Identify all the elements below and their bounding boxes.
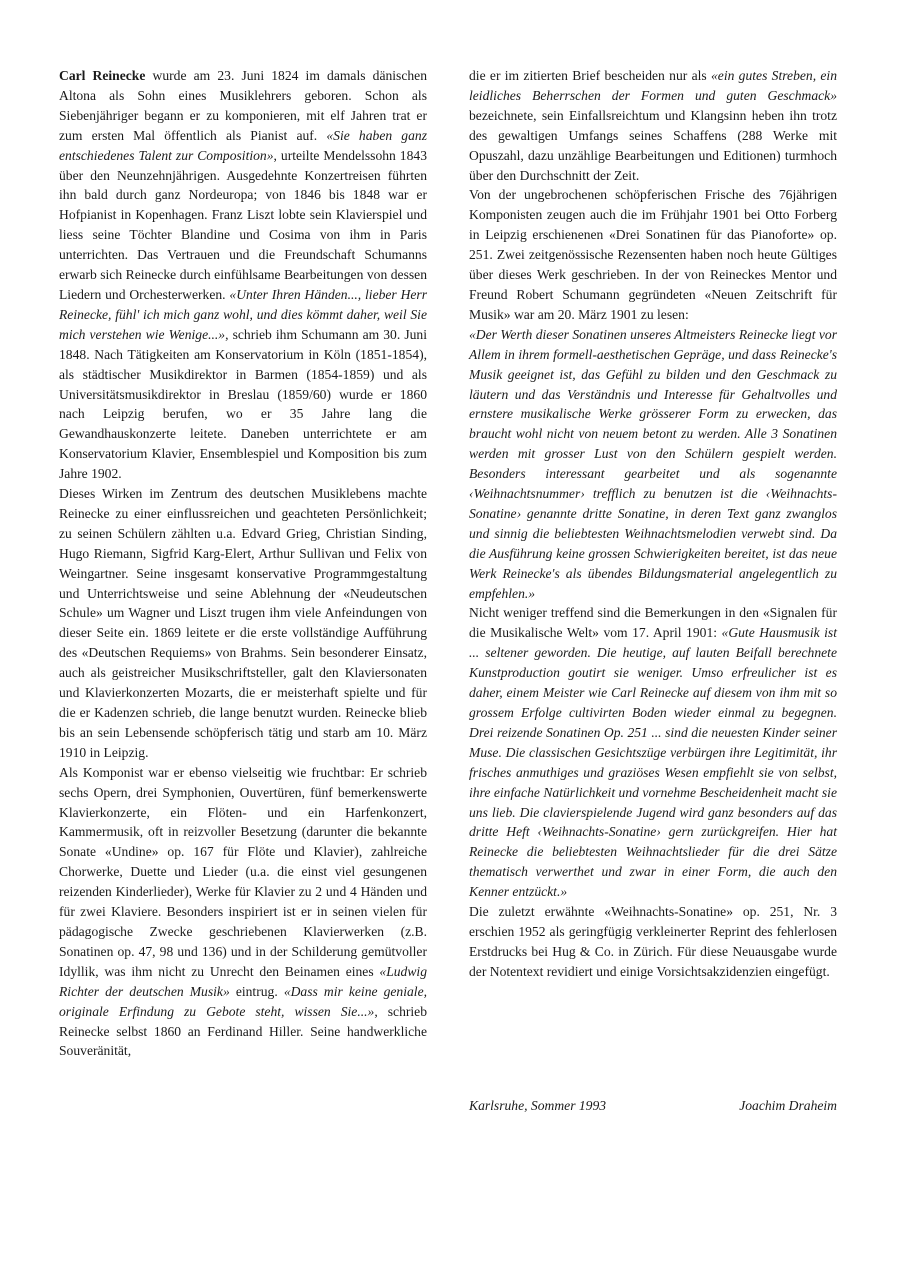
signature-place-date: Karlsruhe, Sommer 1993 [469, 1098, 607, 1113]
text-segment: , urteilte Mendelssohn 1843 über den Neunzehnjährigen. Ausgedehnte Konzertreisen führten ihn bald durch ganz Nordeuropa; von 1846 bis 1848 war er Hofpianist in Kopenhagen. Franz Liszt lobte sein Klavierspiel und liess seine Töchter Blandine und Cosima von ihm in Paris unterrichten. Das Vertrauen und die Freundschaft Schumanns erwarb sich Reinecke durch einfühlsame Bearbeitungen von dessen Liedern und Orchesterwerken. [59, 147, 427, 302]
text-segment: Als Komponist war er ebenso vielseitig wie fruchtbar: Er schrieb sechs Opern, drei Symphonien, Ouvertüren, fünf bemerkenswerte Klavierkonzerte, ein Flöten- und ein Harfenkonzert, Kammermusik, oft in reizvoller Besetzung (darunter die bekannte Sonate «Undine» op. 167 für Flöte und Klavier), zahlreiche Chorwerke, Duette und Lieder (u.a. die einst viel gesungenen reizenden Kinderlieder), Werke für Klavier zu 2 und 4 Händen und für zwei Klaviere. Besonders inspiriert ist er in seinen vielen für pädagogische Zwecke geschriebenen Klavierwerken (z.B. Sonatinen op. 47, 98 und 136) und in der Schilderung gemütvoller Idyllik, was ihm nicht zu Unrecht den Beinamen eines [59, 764, 427, 979]
quote-nickname: «Ludwig Richter der deutschen Musik» [59, 963, 427, 999]
paragraph-influence: Dieses Wirken im Zentrum des deutschen Musiklebens machte Reinecke zu einer einflussreichen und geachteten Persönlichkeit; zu seinen Schülern zählten u.a. Edvard Grieg, Christian Sinding, Hugo Riemann, Sigfrid Karg-Elert, Arthur Sullivan und Felix von Weingartner. Seine insgesamt konservative Programmgestaltung und Unterrichtsweise und seine Ablehnung der «Neudeutschen Schule» um Wagner und Liszt trugen ihm viele Anfeindungen von dieser Seite ein. 1869 leitete er die erste vollständige Aufführung des «Deutschen Requiems» von Brahms. Sein besonderer Einsatz, auch als geistreicher Musikschriftsteller, galt den Klaviersonaten und Klavierkonzerten Mozarts, die er meisterhaft spielte und für die er Kadenzen schrieb, die lange benutzt wurden. Reinecke blieb bis an sein Lebensende schöpferisch tätig und starb am 10. März 1910 in Leipzig. [59, 486, 427, 760]
paragraph-biography [59, 66, 427, 484]
right-column [469, 66, 837, 982]
quote-modest-self-description: «ein gutes Streben, ein leidliches Beherrschen der Formen und guten Geschmack» [469, 68, 838, 103]
quote-review-nzfm: «Der Werth dieser Sonatinen unseres Altmeisters Reinecke liegt vor Allem in ihrem formell-aesthetischen Gepräge, und dass Reinecke's Musik geeignet ist, das Gefühl zu bilden und den Geschmack zu läutern und das Verständnis und Interesse für Gehaltvolles und ernstere musikalische Werke grösserer Form zu erwecken, das braucht wohl nicht von neuem betont zu werden. Alle 3 Sonatinen werden mit grosser Lust von den Schülern gespielt werden. Besonders interessant gearbeitet und als sogenannte ‹Weihnachtsnummer› trefflich zu benutzen ist die ‹Weihnachts-Sonatine› genannte dritte Sonatine, in deren Text ganz zwanglos und sinnig die beliebtesten Weihnachtsmelodien verwebt sind. Da die Ausführung keine grossen Schwierigkeiten bereitet, ist das neue Werk Reinecke's als übendes Bildungsmaterial angelegentlich zu empfehlen.» [469, 326, 837, 601]
paragraph-edition-note: Die zuletzt erwähnte «Weihnachts-Sonatine» op. 251, Nr. 3 erschien 1952 als geringfügig verkleinerter Reprint des fehlerlosen Erstdrucks bei Hug & Co. in Zürich. Für diese Neuausgabe wurde der Notentext revidiert und einige Vorsichtsakzidenzien eingefügt. [469, 904, 837, 979]
paragraph-composer [59, 763, 427, 1062]
paragraph-review-signale [469, 603, 837, 902]
paragraph-continuation [469, 66, 837, 185]
text-segment: , schrieb ihm Schumann am 30. Juni 1848. Nach Tätigkeiten am Konservatorium in Köln (1851-1854), als städtischer Musikdirektor in Barmen (1854-1859) und als Universitätsmusikdirektor in Breslau (1859/60) wurde er 1860 nach Leipzig berufen, wo er 35 Jahre lang die Gewandhauskonzerte leitete. Daneben unterrichtete er am Konservatorium Klavier, Ensemblespiel und Komposition bis zum Jahre 1902. [59, 326, 427, 482]
left-column [59, 66, 427, 1061]
composer-name: Carl Reinecke [59, 68, 146, 83]
text-segment: Nicht weniger treffend sind die Bemerkungen in den «Signalen für die Musikalische Welt» vom 17. April 1901: [469, 605, 837, 641]
text-segment: bezeichnete, sein Einfallsreichtum und Klangsinn heben ihn trotz des gewaltigen Umfangs seines Schaffens (288 Werke mit Opuszahl, dazu unzählige Bearbeitungen und Editionen) turmhoch über den Durchschnitt der Zeit. [469, 107, 837, 183]
quote-reinecke-letter: «Dass mir keine geniale, originale Erfindung zu Gebote steht, wissen Sie...» [59, 983, 428, 1019]
signature-author: Joachim Draheim [739, 1098, 837, 1113]
paragraph-sonatinen: Von der ungebrochenen schöpferischen Frische des 76jährigen Komponisten zeugen auch die im Frühjahr 1901 bei Otto Forberg in Leipzig erschienenen «Drei Sonatinen für das Pianoforte» op. 251. Zwei zeitgenössische Rezensenten haben noch heute Gültiges über dieses Werk geschrieben. In der von Reineckes Mentor und Freund Robert Schumann gegründeten «Neuen Zeitschrift für Musik» war am 20. März 1901 zu lesen: [469, 187, 837, 322]
quote-mendelssohn: «Sie haben ganz entschiedenes Talent zur Composition» [59, 127, 427, 163]
text-segment: die er im zitierten Brief bescheiden nur als [469, 68, 711, 83]
signature-line [469, 1098, 837, 1114]
text-segment: wurde am 23. Juni 1824 im damals dänischen Altona als Sohn eines Musiklehrers geboren. Schon als Siebenjähriger begann er zu komponieren, mit elf Jahren trat er zum ersten Mal öffentlich als Pianist auf. [59, 68, 428, 143]
text-segment: eintrug. [229, 983, 284, 999]
quote-review-signale: «Gute Hausmusik ist ... seltener geworden. Die heutige, auf lauten Beifall berechnete Kunstproduction goutirt sie weniger. Umso erfreulicher ist es daher, einem Meister wie Carl Reinecke auf diesem von ihm mit so grossem Erfolge cultivirten Boden wieder einmal zu begegnen. Drei reizende Sonatinen Op. 251 ... sind die neuesten Kinder seiner Muse. Die classischen Gesichtszüge verbürgen ihre Legitimität, ihr frisches anmuthiges und graziöses Wesen empfiehlt sie von selbst, ihre einfache Natürlichkeit und vornehme Bescheidenheit macht sie uns lieb. Die clavierspielende Jugend wird ganz besonders auf das dritte Heft ‹Weihnachts-Sonatine› gern zurückgreifen. Hier hat Reinecke die beliebtesten Weihnachtslieder für die drei Sätze thematisch verwerthet und zwar in einer Form, die auch den Kenner entzückt.» [469, 625, 837, 900]
quote-schumann: «Unter Ihren Händen..., lieber Herr Reinecke, fühl' ich mich ganz wohl, und dies kömmt daher, weil Sie mich verstehen wie Wenige...» [59, 286, 427, 342]
text-segment: , schrieb Reinecke selbst 1860 an Ferdinand Hiller. Seine handwerkliche Souveränität, [59, 1003, 427, 1059]
paragraph-review-nzfm [469, 325, 837, 604]
